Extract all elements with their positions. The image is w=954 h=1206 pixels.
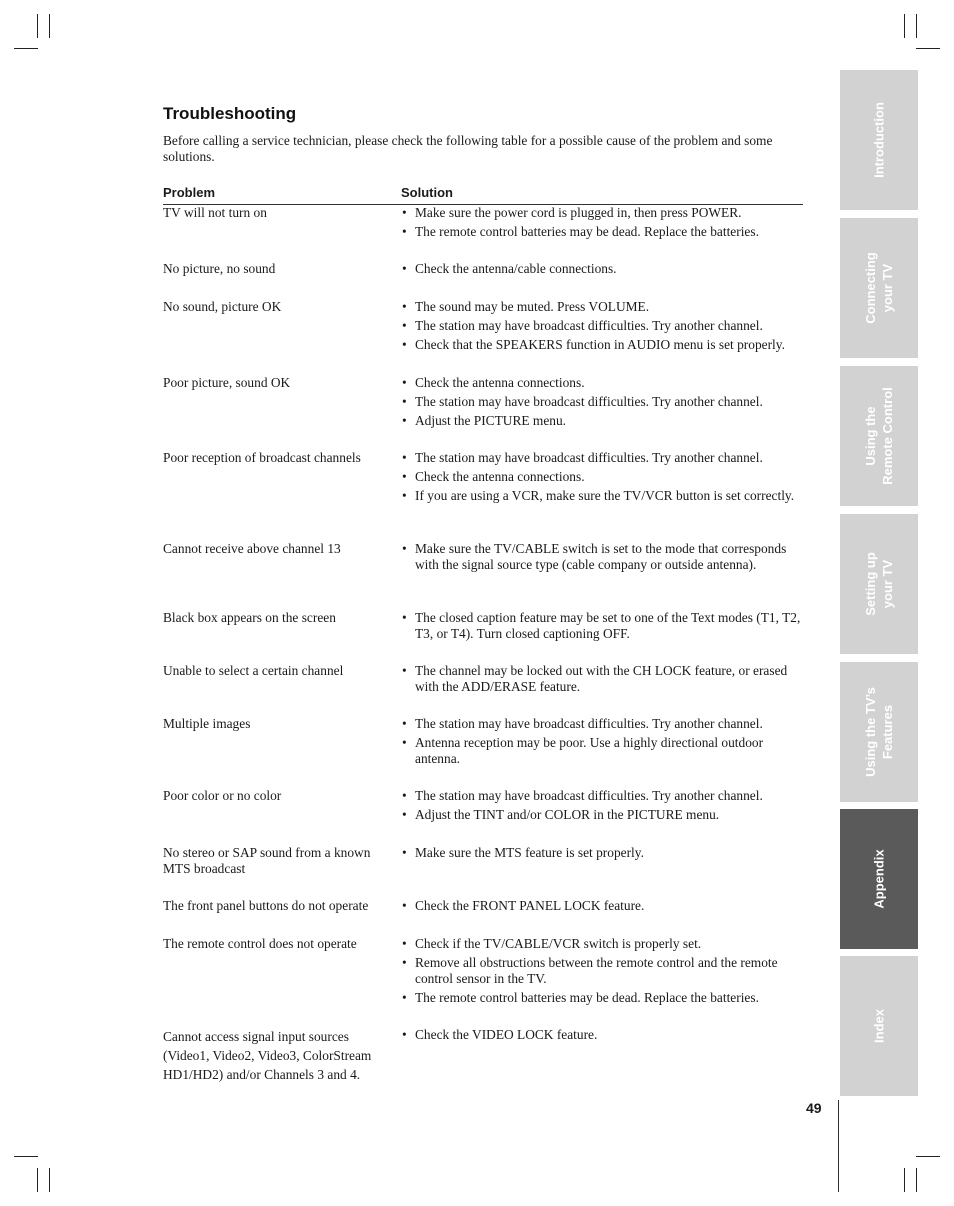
problem-cell: No picture, no sound <box>163 261 276 276</box>
solution-item: • The station may have broadcast difficulties. Try another channel. <box>401 716 801 732</box>
crop-mark <box>49 1168 50 1192</box>
problem-cell: Black box appears on the screen <box>163 610 336 625</box>
solution-item: • If you are using a VCR, make sure the TV/VCR button is set correctly. <box>401 488 801 504</box>
section-tab-label: Using the Remote Control <box>863 387 895 485</box>
solution-item: • The station may have broadcast difficulties. Try another channel. <box>401 394 801 410</box>
crop-mark <box>37 1168 38 1192</box>
section-tab-label: Connecting your TV <box>863 252 895 324</box>
solution-item: • The station may have broadcast difficulties. Try another channel. <box>401 788 801 804</box>
problem-cell: Poor picture, sound OK <box>163 375 291 390</box>
problem-cell: The front panel buttons do not operate <box>163 898 369 913</box>
solution-list <box>401 299 801 356</box>
section-tab-label: Index <box>871 1009 887 1043</box>
solution-item: • Check the antenna connections. <box>401 469 801 485</box>
problem-cell: The remote control does not operate <box>163 936 357 951</box>
solution-list <box>401 541 801 576</box>
section-tab-introduction[interactable] <box>840 70 918 210</box>
crop-mark <box>916 1156 940 1157</box>
crop-mark <box>49 14 50 38</box>
problem-cell: Cannot access signal input sources (Video1, Video2, Video3, ColorStream HD1/HD2) and/or Channels 3 and 4. <box>163 1029 372 1082</box>
solution-item: • Check the antenna connections. <box>401 375 801 391</box>
solution-item: • Adjust the TINT and/or COLOR in the PICTURE menu. <box>401 807 801 823</box>
solution-item: • The station may have broadcast difficulties. Try another channel. <box>401 318 801 334</box>
solution-list <box>401 375 801 432</box>
crop-mark <box>904 14 905 38</box>
solution-list <box>401 898 801 917</box>
solution-item: • The closed caption feature may be set to one of the Text modes (T1, T2, T3, or T4). Turn closed captioning OFF. <box>401 610 801 641</box>
section-tab-index[interactable] <box>840 956 918 1096</box>
solution-item: • Make sure the TV/CABLE switch is set to the mode that corresponds with the signal source type (cable company or outside antenna). <box>401 541 801 572</box>
section-tab-label: Appendix <box>871 849 887 909</box>
crop-mark <box>37 14 38 38</box>
page-number-rule <box>838 1100 839 1192</box>
solution-list <box>401 610 801 645</box>
solution-item: • Make sure the power cord is plugged in, then press POWER. <box>401 205 801 221</box>
solution-column-header: Solution <box>401 185 453 200</box>
solution-item: • Check that the SPEAKERS function in AUDIO menu is set properly. <box>401 337 801 353</box>
solution-item: • Antenna reception may be poor. Use a highly directional outdoor antenna. <box>401 735 801 766</box>
section-tab-setting-up[interactable] <box>840 514 918 654</box>
problem-cell: Poor color or no color <box>163 788 282 803</box>
crop-mark <box>916 48 940 49</box>
crop-mark <box>904 1168 905 1192</box>
section-tab-label: Introduction <box>871 102 887 178</box>
problem-cell: No sound, picture OK <box>163 299 282 314</box>
problem-cell: TV will not turn on <box>163 205 267 220</box>
solution-item: • The station may have broadcast difficulties. Try another channel. <box>401 450 801 466</box>
solution-list <box>401 450 801 507</box>
crop-mark <box>916 14 917 38</box>
solution-item: • Make sure the MTS feature is set properly. <box>401 845 801 861</box>
solution-list <box>401 1027 801 1046</box>
section-tab-label: Setting up your TV <box>863 552 895 616</box>
solution-list <box>401 261 801 280</box>
solution-item: • The remote control batteries may be dead. Replace the batteries. <box>401 224 801 240</box>
section-tab-using-the[interactable] <box>840 366 918 506</box>
crop-mark <box>14 1156 38 1157</box>
solution-item: • Check the FRONT PANEL LOCK feature. <box>401 898 801 914</box>
page-number: 49 <box>806 1100 822 1116</box>
solution-item: • The channel may be locked out with the CH LOCK feature, or erased with the ADD/ERASE feature. <box>401 663 801 694</box>
solution-list <box>401 845 801 864</box>
solution-item: • Check the VIDEO LOCK feature. <box>401 1027 801 1043</box>
problem-column-header: Problem <box>163 185 216 200</box>
solution-item: • Remove all obstructions between the remote control and the remote control sensor in the TV. <box>401 955 801 986</box>
intro-paragraph: Before calling a service technician, please check the following table for a possible cause of the problem and some solutions. <box>163 133 773 164</box>
section-tab-connecting[interactable] <box>840 218 918 358</box>
solution-list <box>401 788 801 826</box>
crop-mark <box>14 48 38 49</box>
solution-item: • Adjust the PICTURE menu. <box>401 413 801 429</box>
problem-cell: Unable to select a certain channel <box>163 663 344 678</box>
solution-item: • Check the antenna/cable connections. <box>401 261 801 277</box>
solution-list <box>401 663 801 698</box>
problem-cell: Cannot receive above channel 13 <box>163 541 341 556</box>
crop-mark <box>916 1168 917 1192</box>
problem-cell: Multiple images <box>163 716 251 731</box>
section-tab-using-the-tv-s[interactable] <box>840 662 918 802</box>
solution-list <box>401 716 801 770</box>
section-tab-appendix[interactable] <box>840 809 918 949</box>
solution-list <box>401 936 801 1009</box>
section-tab-label: Using the TV’s Features <box>863 687 895 777</box>
solution-item: • Check if the TV/CABLE/VCR switch is properly set. <box>401 936 801 952</box>
solution-item: • The sound may be muted. Press VOLUME. <box>401 299 801 315</box>
problem-cell: No stereo or SAP sound from a known MTS broadcast <box>163 845 371 876</box>
solution-list <box>401 205 801 243</box>
problem-cell: Poor reception of broadcast channels <box>163 450 361 465</box>
page-title: Troubleshooting <box>163 104 297 123</box>
solution-item: • The remote control batteries may be dead. Replace the batteries. <box>401 990 801 1006</box>
